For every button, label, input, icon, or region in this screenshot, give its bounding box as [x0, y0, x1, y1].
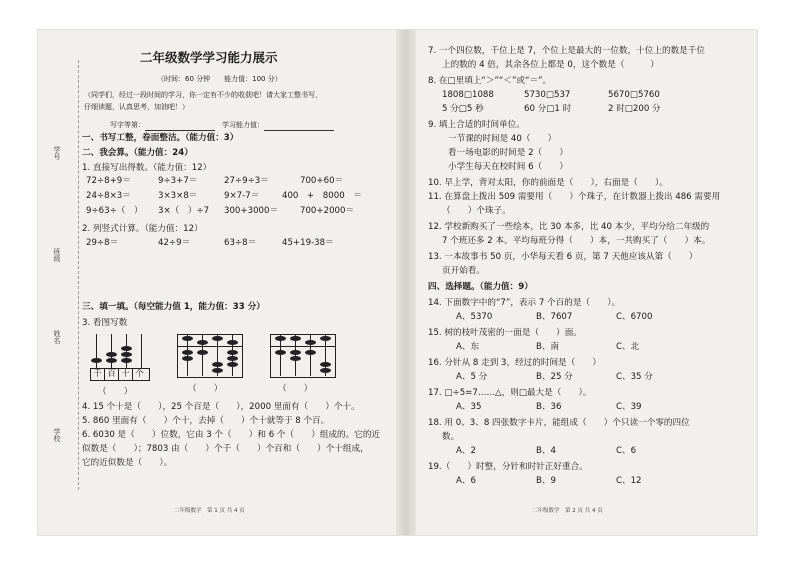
option-b: B、4	[536, 446, 556, 456]
option-a: A、2	[456, 446, 476, 456]
option-b: B、9	[536, 476, 556, 486]
compare-item: 5730□537	[524, 90, 571, 100]
school-label: 学校	[53, 428, 61, 442]
option-b: B、25 分	[536, 372, 573, 382]
calc-cell: 300+3000＝	[224, 206, 279, 216]
option-a: A、5 分	[456, 372, 488, 382]
question-18-line-2: 数。	[442, 432, 460, 442]
answer-blank: （ ）	[278, 384, 313, 394]
question-9a: 一节课的时间是 40（ ）	[448, 134, 557, 144]
question-9: 9. 填上合适的时间单位。	[428, 120, 525, 130]
question-8: 8. 在□里填上“＞”“＜”或“＝”。	[428, 76, 552, 86]
compare-item: 5670□5760	[608, 90, 660, 100]
calc-cell: 9÷63÷（ ）	[86, 206, 143, 216]
question-13-line-2: 页开始看。	[442, 266, 485, 276]
vertical-calc-cell: 45+19-38＝	[282, 238, 334, 248]
vertical-calc-cell: 42÷9＝	[158, 238, 191, 248]
vertical-calc-cell: 29÷8＝	[86, 238, 119, 248]
student-id-label: 学号	[53, 146, 61, 160]
right-page	[428, 40, 746, 520]
abacus-3	[270, 334, 336, 380]
exam-meta: （时间：60 分钟 能力值：100 分）	[157, 75, 282, 83]
question-14: 14. 下面数字中的“7”，表示 7 个百的是（ ）。	[428, 298, 621, 308]
calc-cell: 27÷9÷3＝	[224, 176, 269, 186]
question-7-line-2: 上的数的 4 倍，其余各位上都是 0，这个数是（ ）	[442, 60, 659, 70]
question-5: 5. 860 里面有（ ）个十，去掉（ ）个十就等于 8 个百。	[82, 416, 330, 426]
compare-item: 5 分□5 秒	[442, 104, 484, 114]
place-label: 个	[135, 369, 144, 379]
question-17: 17. □÷5=7……△，则□最大是（ ）。	[428, 388, 592, 398]
vertical-calc-cell: 63÷8＝	[224, 238, 257, 248]
name-label: 姓名	[53, 330, 61, 344]
compare-item: 2 时□200 分	[608, 104, 661, 114]
right-page-footer: 二年级数学 第 2 页 共 4 页	[532, 508, 603, 514]
abacus-2	[177, 334, 243, 380]
question-6-line-2: 似数是（ ）；7803 由（ ）个千（ ）个百和（ ）个十组成，	[82, 444, 369, 454]
question-3: 3. 看图写数	[82, 318, 128, 328]
left-page	[82, 40, 392, 520]
class-label: 班级	[53, 248, 61, 262]
sub-question-1: 1. 直接写出得数。（能力值：12）	[82, 163, 212, 173]
compare-item: 1808□1088	[442, 90, 494, 100]
option-a: A、6	[456, 476, 476, 486]
question-9b: 看一场电影的时间是 2（ ）	[448, 148, 568, 158]
option-a: A、东	[456, 342, 480, 352]
calc-cell: 3×（ ）÷7	[158, 206, 210, 216]
calc-cell: 72÷8+9＝	[86, 176, 131, 186]
answer-blank: （ ）	[98, 387, 133, 397]
question-18-line-1: 18. 用 0、3、8 四张数字卡片，能组成（ ）个只读一个零的四位	[428, 418, 690, 428]
option-b: B、南	[536, 342, 560, 352]
option-c: C、6700	[616, 312, 653, 322]
question-6-line-1: 6. 6030 是（ ）位数，它由 3 个（ ）和 6 个（ ）组成的。它的近	[82, 430, 381, 440]
question-16: 16. 分针从 8 走到 3，经过的时间是（ ）	[428, 358, 602, 368]
question-4: 4. 15 个十是（ ），25 个百是（ ），2000 里面有（ ）个十。	[82, 402, 360, 412]
section-2-heading: 二、我会算。（能力值：24）	[82, 148, 193, 158]
calc-cell: 700+2000＝	[300, 206, 355, 216]
writing-grade-field: 写字等第： 学习能力值：	[110, 120, 334, 131]
section-4-heading: 四、选择题。（能力值：9）	[428, 282, 533, 292]
intro-line-1: （同学们，经过一段时间的学习，你一定有不少的收获吧！请大家工整书写，	[84, 91, 322, 99]
calc-cell: 3×3×8＝	[158, 191, 198, 201]
option-b: B、36	[536, 402, 562, 412]
question-12-line-2: 7 个班还多 2 本。平均每班分得（ ）本，一共购买了（ ）本。	[442, 236, 711, 246]
place-label: 百	[105, 369, 119, 380]
option-a: A、35	[456, 402, 482, 412]
counting-frame-1	[90, 332, 150, 382]
page-title: 二年级数学学习能力展示	[140, 50, 278, 65]
question-13-line-1: 13. 一本故事书 50 页，小华每天看 6 页，第 7 天他应该从第（ ）	[428, 252, 698, 262]
answer-blank: （ ）	[188, 384, 223, 394]
question-15: 15. 树的枝叶茂密的一面是（ ）面。	[428, 328, 582, 338]
left-page-footer: 二年级数学 第 1 页 共 4 页	[174, 508, 245, 514]
option-c: C、北	[616, 342, 640, 352]
section-3-heading: 三、填一填。（每空能力值 1，能力值：33 分）	[82, 302, 265, 312]
intro-line-2: 仔细读题，认真思考，加油吧！）	[84, 103, 189, 111]
sub-question-2: 2. 列竖式计算。（能力值：12）	[82, 224, 203, 234]
page-fold	[396, 30, 416, 535]
option-c: C、12	[616, 476, 642, 486]
calc-cell: 400 + 8000 ＝	[282, 191, 362, 201]
option-a: A、5370	[456, 312, 493, 322]
question-11-line-2: （ ）个珠子。	[442, 206, 511, 216]
option-b: B、7607	[536, 312, 573, 322]
binding-margin	[50, 60, 79, 490]
option-c: C、39	[616, 402, 642, 412]
compare-item: 60 分□1 时	[524, 104, 572, 114]
question-6-line-3: 它的近似数是（ ）。	[82, 458, 173, 468]
calc-cell: 9×7-7＝	[224, 191, 260, 201]
option-c: C、35 分	[616, 372, 653, 382]
question-12-line-1: 12. 学校新购买了一些绘本，比 30 本多，比 40 本少，平均分给二年级的	[428, 222, 710, 232]
calc-cell: 9÷3+7＝	[158, 176, 198, 186]
question-7-line-1: 7. 一个四位数，千位上是 7，个位上是最大的一位数，十位上的数是千位	[428, 46, 705, 56]
option-c: C、6	[616, 446, 637, 456]
place-label: 十	[119, 369, 133, 380]
question-19: 19.（ ）时整，分针和时针正好重合。	[428, 462, 588, 472]
calc-cell: 24÷8×3＝	[86, 191, 131, 201]
section-1-heading: 一、书写工整，卷面整洁。（能力值：3）	[82, 133, 239, 143]
question-11-line-1: 11. 在算盘上拨出 509 需要用（ ）个珠子，在计数器上拨出 486 需要用	[428, 192, 721, 202]
question-10: 10. 早上学，背对太阳，你的前面是（ ），右面是（ ）。	[428, 178, 668, 188]
question-9c: 小学生每天在校时间 6（ ）	[448, 162, 568, 172]
place-label: 千	[91, 369, 105, 380]
calc-cell: 700+60＝	[300, 176, 344, 186]
